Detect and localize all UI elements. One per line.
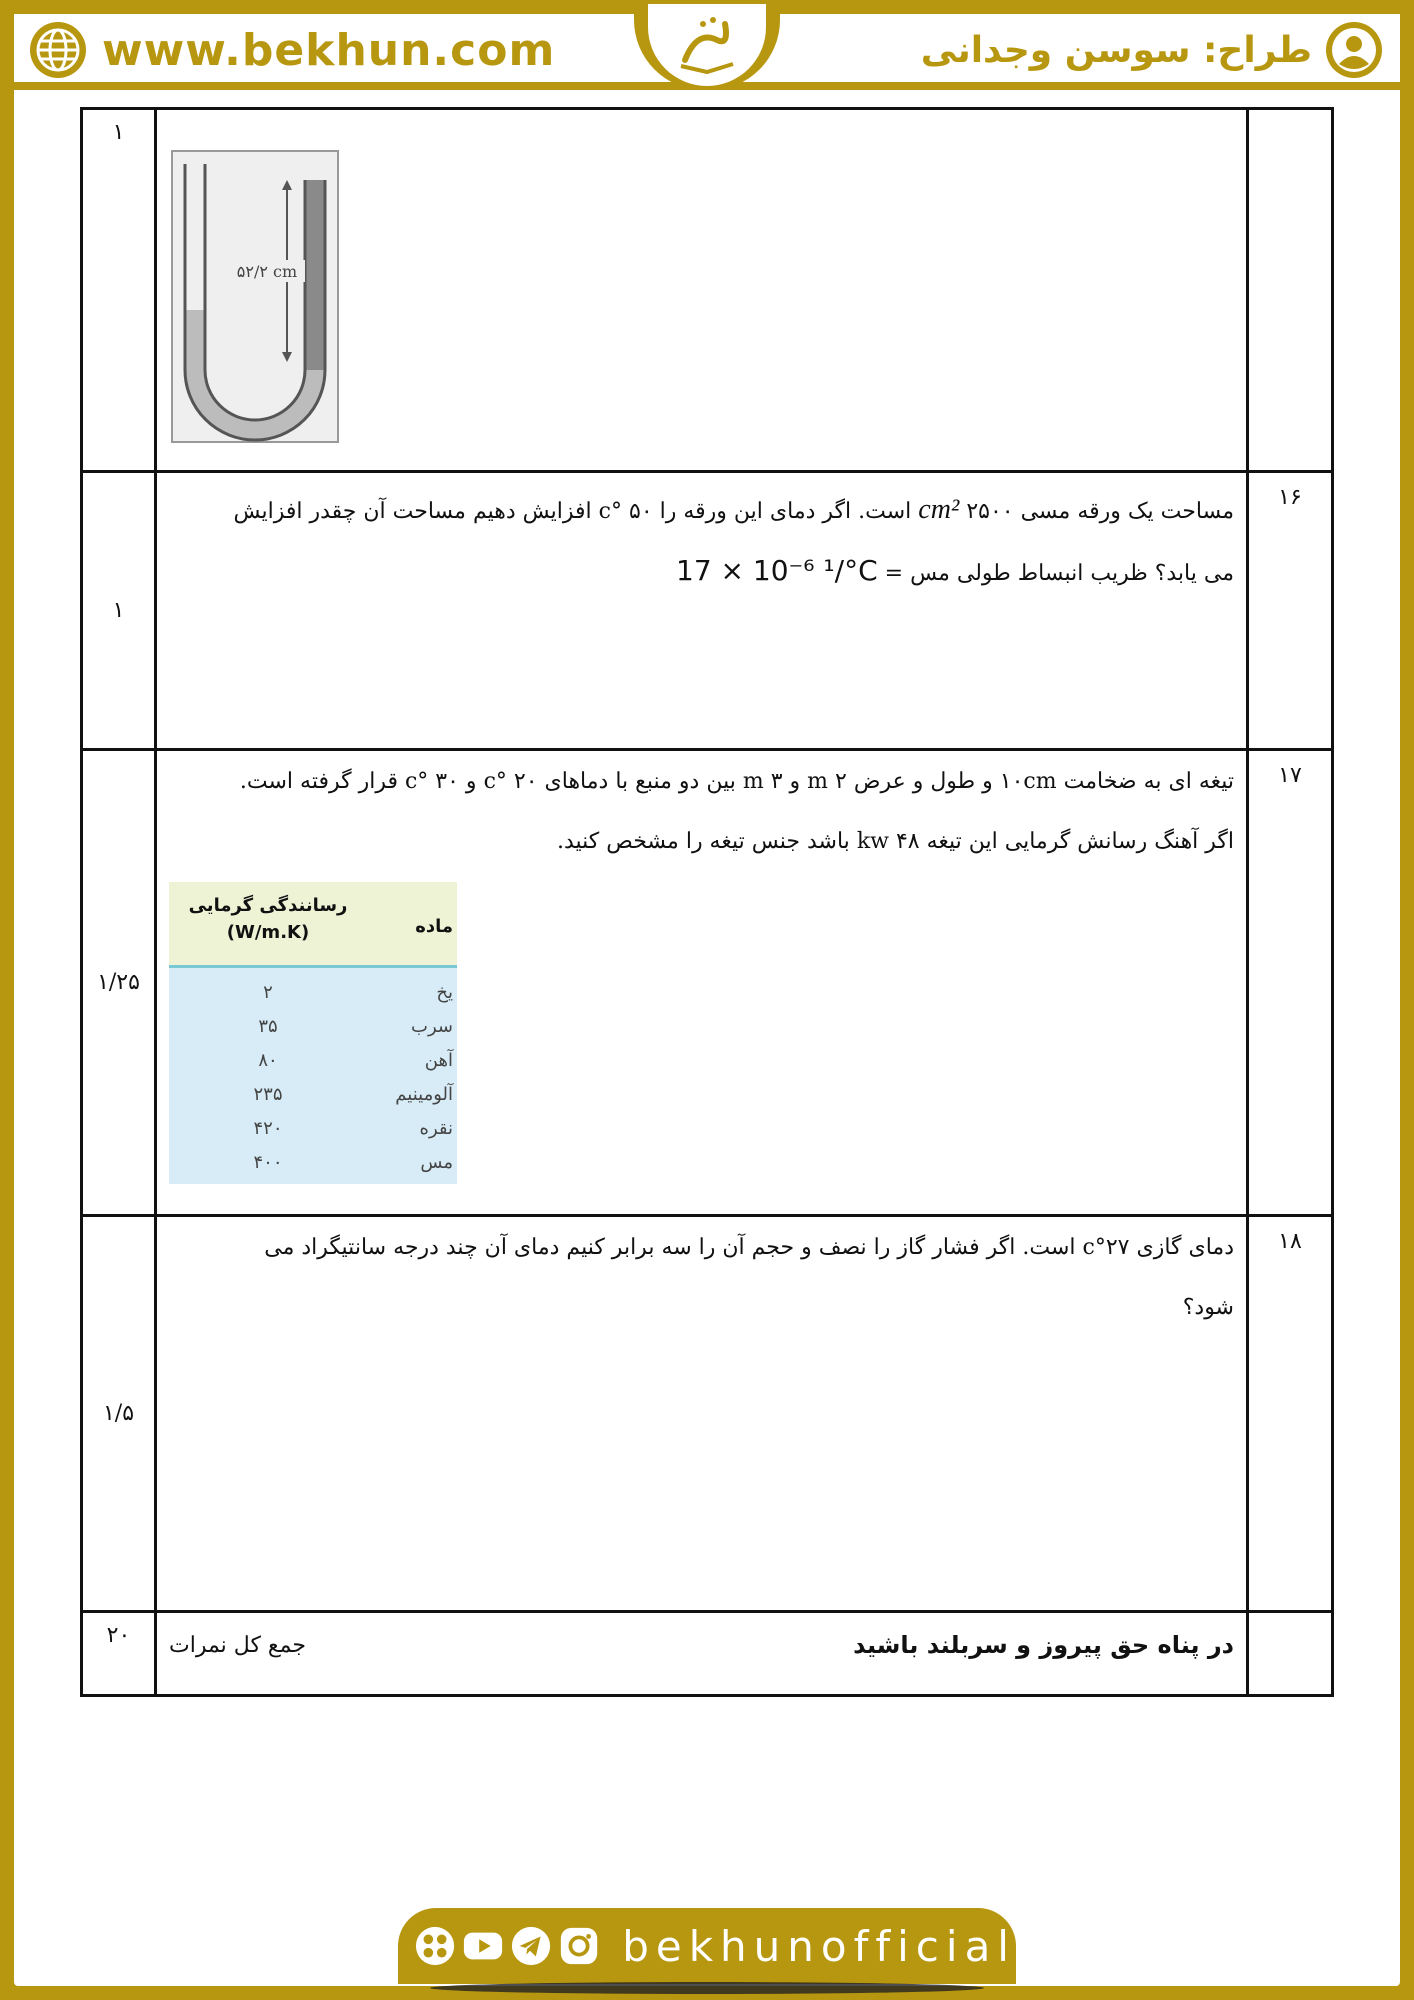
score-cell: ۱ <box>82 109 156 472</box>
user-icon <box>1324 20 1384 80</box>
table-row <box>82 1611 1333 1695</box>
footer-shadow <box>430 1982 984 1994</box>
question-cell <box>156 749 1248 1215</box>
table-row <box>82 749 1333 1215</box>
material-name: سرب <box>411 1016 453 1038</box>
material-name: مس <box>420 1152 453 1174</box>
table-row <box>82 1215 1333 1611</box>
material-name: یخ <box>436 982 453 1004</box>
q16-text-d: می یابد؟ ظریب انبساط طولی مس = <box>884 560 1234 586</box>
header-conductivity-title: رسانندگی گرمایی <box>188 895 348 917</box>
conductivity-table-header <box>169 882 457 968</box>
closing-cell <box>156 1611 1248 1695</box>
header-conductivity <box>169 882 367 965</box>
u-tube-manometer-diagram <box>171 150 341 445</box>
globe-icon <box>28 20 88 80</box>
q16-formula: 17 × 10⁻⁶ ¹/°C <box>676 553 878 587</box>
diagram-label: ۵۲/۲ cm <box>236 262 298 281</box>
question-cell <box>156 109 1248 472</box>
material-value: ۳۵ <box>258 1016 278 1038</box>
material-value: ۲ <box>263 982 273 1004</box>
table-row <box>169 1044 457 1078</box>
conductivity-table <box>169 882 457 1184</box>
question-number-cell: ۱۶ <box>1248 471 1333 749</box>
q16-text-b: است. اگر دمای این ورقه را <box>659 498 912 524</box>
question-17-line-1: تیغه ای به ضخامت ۱۰cm و طول و عرض ۲ m و ۳ m بین دو منبع با دماهای ۲۰ °c و ۳۰ °c قرار گرفته است. <box>239 768 1234 794</box>
q16-unit: cm² <box>918 493 960 525</box>
designer-info <box>921 20 1384 80</box>
site-url[interactable]: www.bekhun.com <box>102 24 556 76</box>
empty-cell <box>1248 1611 1333 1695</box>
closing-message: در پناه حق پیروز و سربلند باشید <box>853 1630 1234 1659</box>
question-16-line-2 <box>169 544 1234 597</box>
social-handle[interactable]: bekhunofficial <box>622 1921 1016 1971</box>
table-row <box>169 1146 457 1180</box>
exam-table <box>80 107 1334 1697</box>
brand-logo-icon <box>667 10 747 80</box>
question-number-cell: ۱۸ <box>1248 1215 1333 1611</box>
material-name: نقره <box>419 1118 453 1140</box>
q16-area: ۲۵۰۰ <box>966 498 1014 524</box>
material-value: ۲۳۵ <box>253 1084 283 1106</box>
score-cell: ۱/۲۵ <box>82 749 156 1215</box>
question-17-line-2: اگر آهنگ رسانش گرمایی این تیغه ۴۸ kw باشد جنس تیغه را مشخص کنید. <box>556 828 1234 854</box>
telegram-icon[interactable] <box>510 1924 552 1968</box>
material-name: آهن <box>424 1050 453 1072</box>
table-row <box>169 1112 457 1146</box>
header-conductivity-unit: (W/m.K) <box>226 922 310 944</box>
total-label: جمع کل نمرات <box>169 1632 306 1658</box>
question-number-cell <box>1248 109 1333 472</box>
q16-temp: ۵۰ °c <box>598 498 653 524</box>
header-material: ماده <box>415 916 453 938</box>
table-row <box>169 1010 457 1044</box>
social-footer <box>398 1908 1016 1984</box>
question-18-line-2: شود؟ <box>1182 1294 1234 1320</box>
material-value: ۴۰۰ <box>253 1152 283 1174</box>
question-18-line-1: دمای گازی ۲۷°c است. اگر فشار گاز را نصف و حجم آن را سه برابر کنیم دمای آن چند درجه سانتیگراد می <box>264 1234 1234 1260</box>
score-cell: ۱ <box>82 471 156 749</box>
table-row <box>82 109 1333 472</box>
youtube-icon[interactable] <box>462 1924 504 1968</box>
table-row <box>169 976 457 1010</box>
q16-text-c: افزایش دهیم مساحت آن چقدر افزایش <box>233 498 592 524</box>
material-name: آلومینیم <box>395 1084 453 1106</box>
total-score-cell: ۲۰ <box>82 1611 156 1695</box>
question-number-cell: ۱۷ <box>1248 749 1333 1215</box>
score-cell: ۱/۵ <box>82 1215 156 1611</box>
q16-text-a: مساحت یک ورقه مسی <box>1020 498 1234 524</box>
table-row <box>169 1078 457 1112</box>
question-cell <box>156 1215 1248 1611</box>
question-cell <box>156 471 1248 749</box>
designer-name: طراح: سوسن وجدانی <box>920 29 1312 71</box>
material-value: ۸۰ <box>258 1050 278 1072</box>
conductivity-table-body <box>169 968 457 1184</box>
question-16-line-1 <box>169 483 1234 536</box>
material-value: ۴۲۰ <box>253 1118 283 1140</box>
site-link[interactable] <box>28 20 555 80</box>
table-row <box>82 471 1333 749</box>
instagram-icon[interactable] <box>558 1924 600 1968</box>
aparat-icon[interactable] <box>414 1924 456 1968</box>
